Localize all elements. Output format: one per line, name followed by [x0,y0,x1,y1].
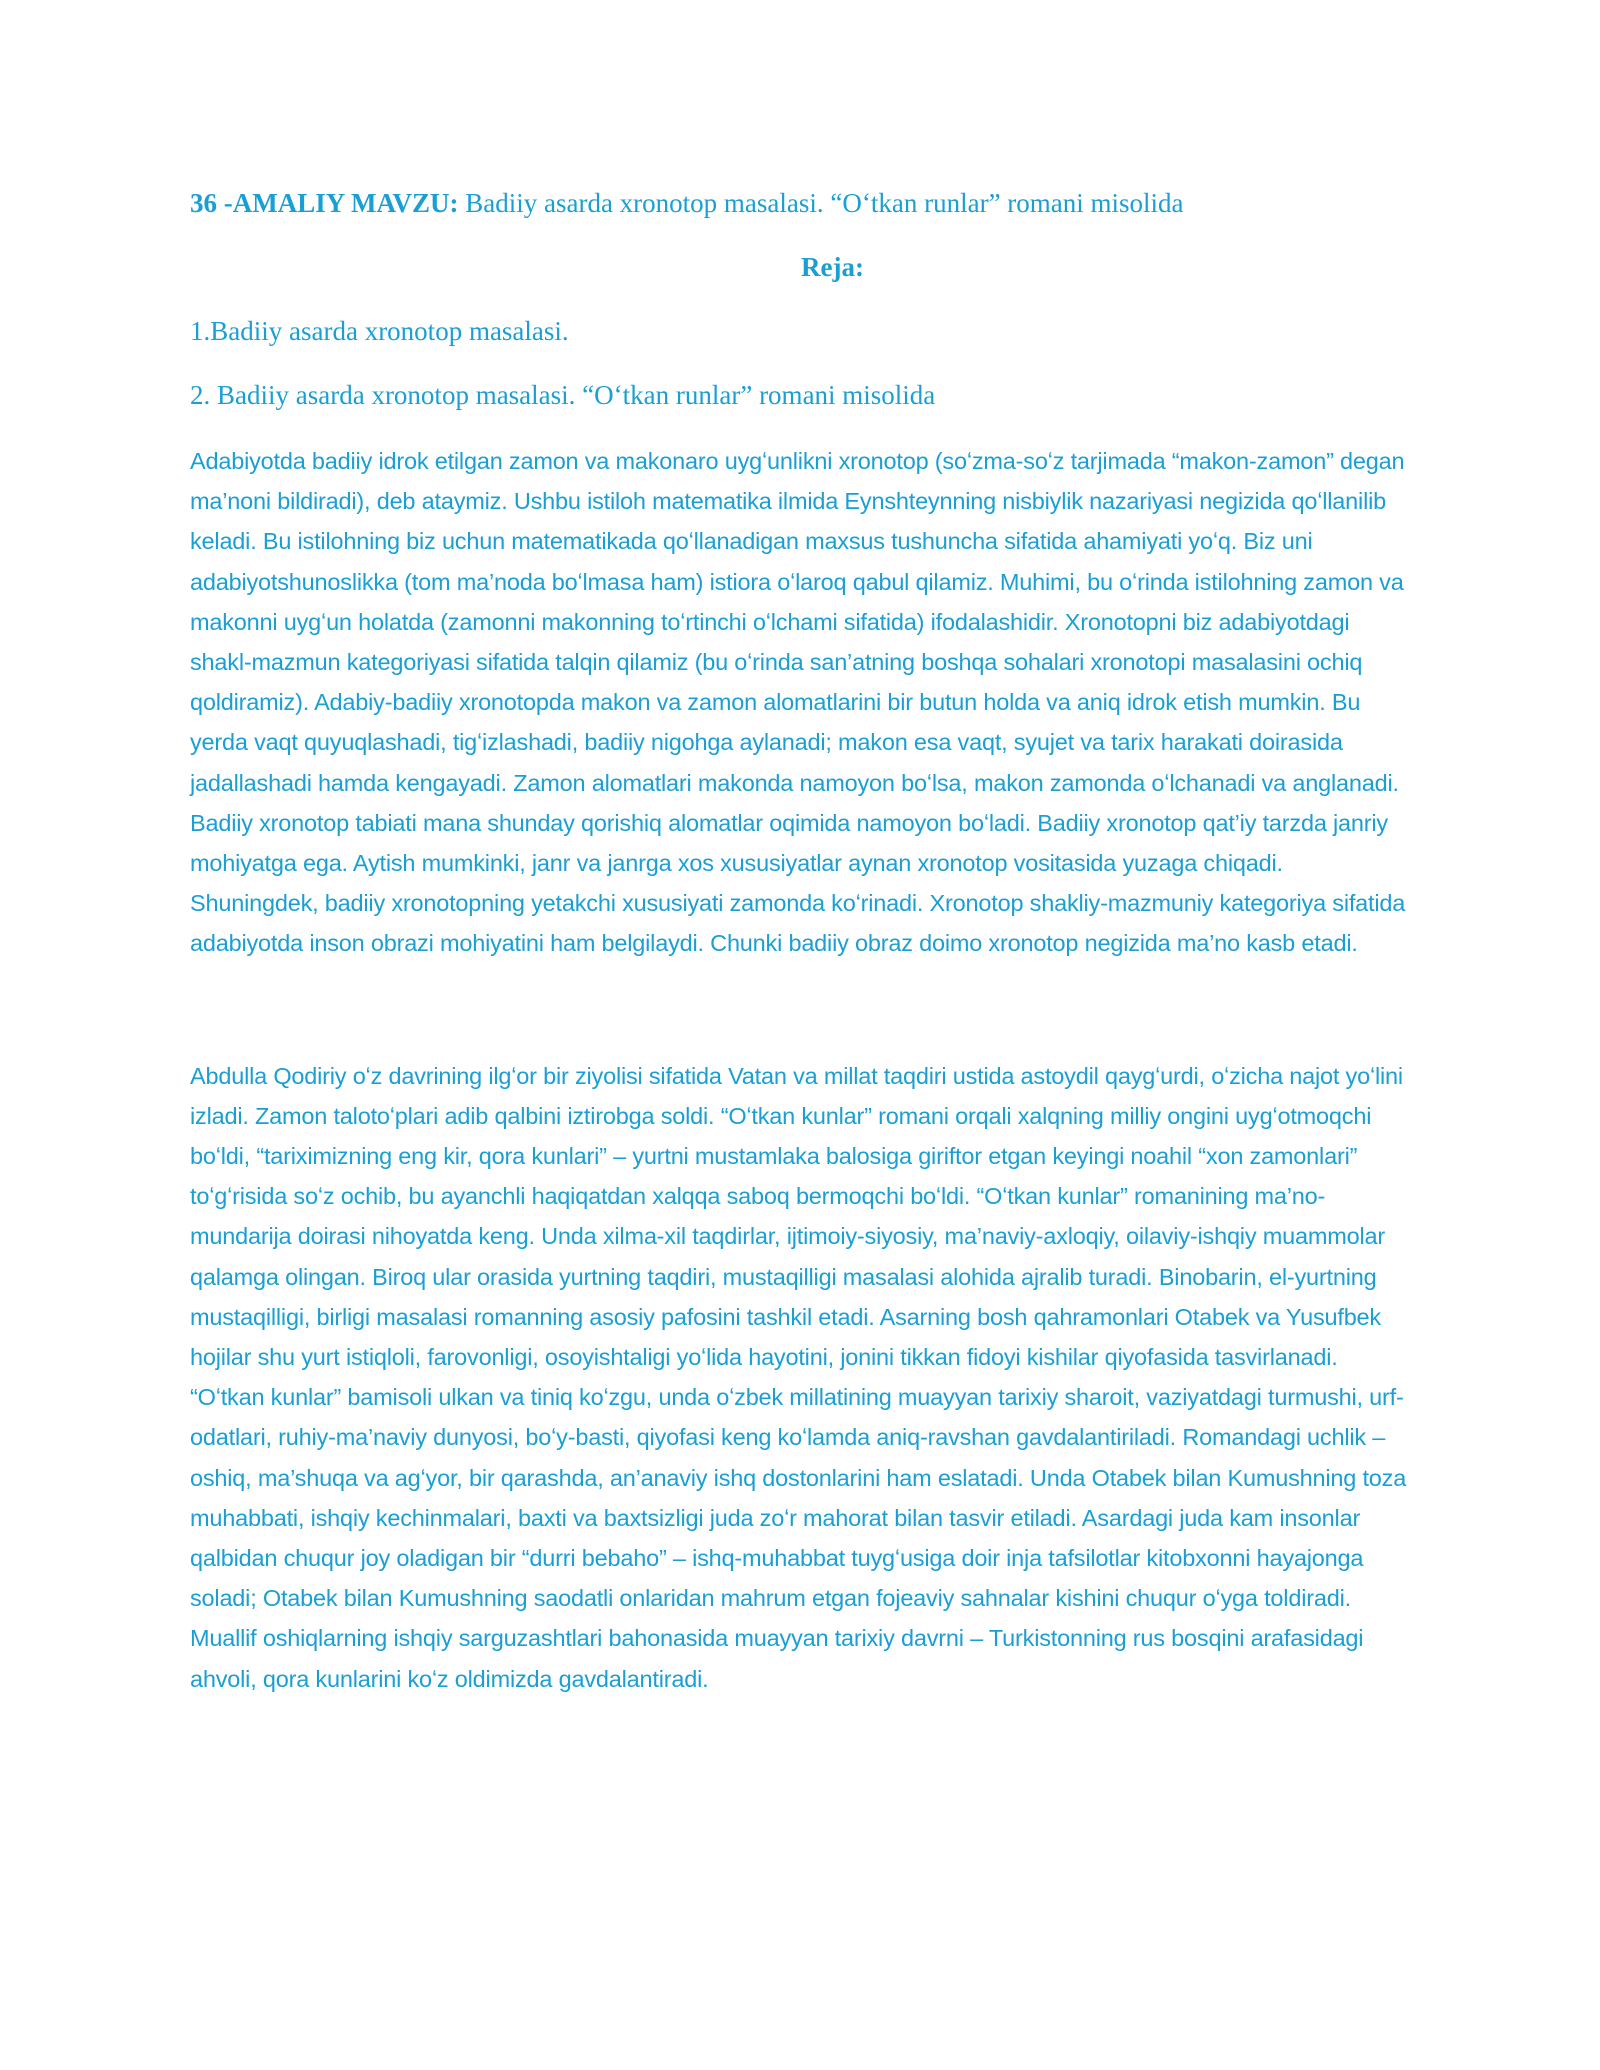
plan-heading: Reja: [801,252,864,282]
plan-item: 1.Badiiy asarda xronotop masalasi. [190,316,569,346]
document-page [190,185,1415,1699]
title-lead: 36 -AMALIY MAVZU: [190,188,459,218]
title-text: Badiiy asarda xronotop masalasi. “Oʻtkan runlar” romani misolida [458,188,1184,218]
plan-item: 2. Badiiy asarda xronotop masalasi. “Oʻtkan runlar” romani misolida [190,380,936,410]
body-paragraph: Adabiyotda badiiy idrok etilgan zamon va makonaro uygʻunlikni xronotop (soʻzma-soʻz tarjimada “makon-zamon” degan ma’noni bildiradi), deb ataymiz. Ushbu istiloh matematika ilmida Eynshteynning nisbiylik nazariyasi negizida qoʻllanilib keladi. Bu istilohning biz uchun matematikada qoʻllanadigan maxsus tushuncha sifatida ahamiyati yoʻq. Biz uni adabiyotshunoslikka (tom ma’noda boʻlmasa ham) istiora oʻlaroq qabul qilamiz. Muhimi, bu oʻrinda istilohning zamon va makonni uygʻun holatda (zamonni makonning toʻrtinchi oʻlchami sifatida) ifodalashidir. Xronotopni biz adabiyotdagi shakl-mazmun kategoriyasi sifatida talqin qilamiz (bu oʻrinda san’atning boshqa sohalari xronotopi masalasini ochiq qoldiramiz). Adabiy-badiiy xronotopda makon va zamon alomatlarini bir butun holda va aniq idrok etish mumkin. Bu yerda vaqt quyuqlashadi, tigʻizlashadi, badiiy nigohga aylanadi; makon esa vaqt, syujet va tarix harakati doirasida jadallashadi hamda kengayadi. Zamon alomatlari makonda namoyon boʻlsa, makon zamonda oʻlchanadi va anglanadi. Badiiy xronotop tabiati mana shunday qorishiq alomatlar oqimida namoyon boʻladi. Badiiy xronotop qat’iy tarzda janriy mohiyatga ega. Aytish mumkinki, janr va janrga xos xususiyatlar aynan xronotop vositasida yuzaga chiqadi. Shuningdek, badiiy xronotopning yetakchi xususiyati zamonda koʻrinadi. Xronotop shakliy-mazmuniy kategoriya sifatida adabiyotda inson obrazi mohiyatini ham belgilaydi. Chunki badiiy obraz doimo xronotop negizida ma’no kasb etadi. [190,448,1406,957]
document-title [190,185,1415,221]
body-paragraph: Abdulla Qodiriy oʻz davrining ilgʻor bir ziyolisi sifatida Vatan va millat taqdiri ustida astoydil qaygʻurdi, oʻzicha najot yoʻlini izladi. Zamon talotoʻplari adib qalbini iztirobga soldi. “Oʻtkan kunlar” romani orqali xalqning milliy ongini uygʻotmoqchi boʻldi, “tariximizning eng kir, qora kunlari” – yurtni mustamlaka balosiga giriftor etgan keyingi noahil “xon zamonlari” toʻgʻrisida soʻz ochib, bu ayanchli haqiqatdan xalqqa saboq bermoqchi boʻldi. “Oʻtkan kunlar” romanining ma’no-mundarija doirasi nihoyatda keng. Unda xilma-xil taqdirlar, ijtimoiy-siyosiy, ma’naviy-axloqiy, oilaviy-ishqiy muammolar qalamga olingan. Biroq ular orasida yurtning taqdiri, mustaqilligi masalasi alohida ajralib turadi. Binobarin, el-yurtning mustaqilligi, birligi masalasi romanning asosiy pafosini tashkil etadi. Asarning bosh qahramonlari Otabek va Yusufbek hojilar shu yurt istiqloli, farovonligi, osoyishtaligi yoʻlida hayotini, jonini tikkan fidoyi kishilar qiyofasida tasvirlanadi. “Oʻtkan kunlar” bamisoli ulkan va tiniq koʻzgu, unda oʻzbek millatining muayyan tarixiy sharoit, vaziyatdagi turmushi, urf-odatlari, ruhiy-ma’naviy dunyosi, boʻy-basti, qiyofasi keng koʻlamda aniq-ravshan gavdalantiriladi. Romandagi uchlik – oshiq, ma’shuqa va agʻyor, bir qarashda, an’anaviy ishq dostonlarini ham eslatadi. Unda Otabek bilan Kumushning toza muhabbati, ishqiy kechinmalari, baxti va baxtsizligi juda zoʻr mahorat bilan tasvir etiladi. Asardagi juda kam insonlar qalbidan chuqur joy oladigan bir “durri bebaho” – ishq-muhabbat tuygʻusiga doir inja tafsilotlar kitobxonni hayajonga soladi; Otabek bilan Kumushning saodatli onlaridan mahrum etgan fojeaviy sahnalar kishini chuqur oʻyga toldiradi. Muallif oshiqlarning ishqiy sarguzashtlari bahonasida muayyan tarixiy davrni – Turkistonning rus bosqini arafasidagi ahvoli, qora kunlarini koʻz oldimizda gavdalantiradi. [190,1062,1407,1692]
paragraph-spacer [190,964,1415,1056]
